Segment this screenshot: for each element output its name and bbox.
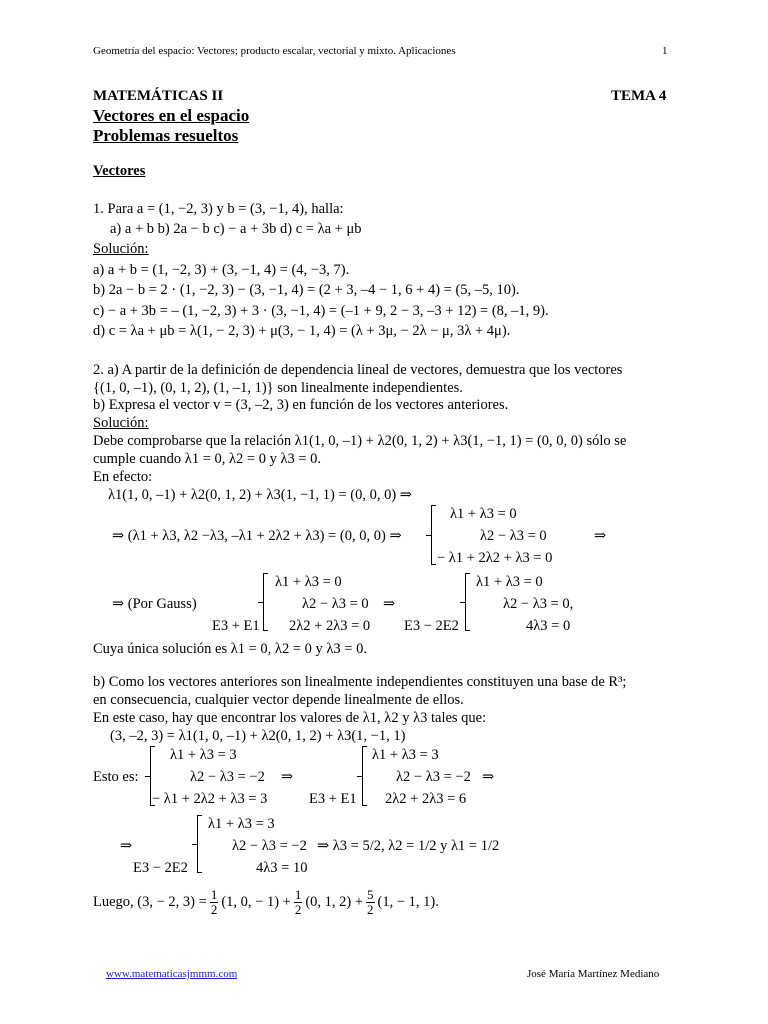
p2-line: En este caso, hay que encontrar los valores de λ1, λ2 y λ3 tales que:: [93, 710, 487, 726]
brace: [150, 746, 151, 806]
system-equation: λ1 + λ3 = 3: [170, 747, 237, 763]
final-result: ⇒ λ3 = 5/2, λ2 = 1/2 y λ1 = 1/2: [317, 838, 500, 854]
p2-line: Cuya única solución es λ1 = 0, λ2 = 0 y λ3 = 0.: [93, 641, 367, 657]
website-link[interactable]: www.matematicasjmmm.com: [106, 968, 238, 980]
implies-arrow: ⇒: [120, 838, 133, 854]
expression-term: (1, − 1, 1).: [377, 893, 439, 910]
p2-line: Debe comprobarse que la relación λ1(1, 0, –1) + λ2(0, 1, 2) + λ3(1, −1, 1) = (0, 0, 0) sólo se: [93, 433, 627, 449]
brace-mid: [192, 844, 197, 845]
system-equation: λ2 − λ3 = −2: [396, 769, 471, 785]
problem1-statement: 1. Para a = (1, −2, 3) y b = (3, −1, 4), halla:: [93, 201, 344, 217]
p1-sol-b: b) 2a − b = 2 · (1, −2, 3) − (3, −1, 4) = (2 + 3, –4 − 1, 6 + 4) = (5, –5, 10).: [93, 282, 520, 298]
system-equation: λ2 − λ3 = 0: [302, 596, 369, 612]
brace-mid: [426, 535, 431, 536]
fraction-denominator: 2: [294, 901, 302, 917]
system-equation: λ1 + λ3 = 3: [372, 747, 439, 763]
brace-mid: [357, 776, 362, 777]
operation-label: E3 − 2E2: [404, 618, 459, 634]
p2-line: ⇒ (λ1 + λ3, λ2 −λ3, –λ1 + 2λ2 + λ3) = (0, 0, 0) ⇒: [112, 528, 402, 544]
system-equation: − λ1 + 2λ2 + λ3 = 0: [437, 550, 553, 566]
implies-arrow: ⇒: [281, 769, 294, 785]
expression-term: (0, 1, 2) +: [305, 893, 364, 910]
problem2-statement-1: 2. a) A partir de la definición de dependencia lineal de vectores, demuestra que los vectores: [93, 362, 623, 378]
problem2-statement-2: {(1, 0, –1), (0, 1, 2), (1, –1, 1)} son linealmente independientes.: [93, 380, 463, 396]
p1-sol-a: a) a + b = (1, −2, 3) + (3, −1, 4) = (4, −3, 7).: [93, 262, 350, 278]
implies-arrow: ⇒: [383, 596, 396, 612]
expression-term: (1, 0, − 1) +: [221, 893, 291, 910]
implies-arrow: ⇒: [482, 769, 495, 785]
system-equation: λ1 + λ3 = 0: [476, 574, 543, 590]
operation-label: E3 + E1: [212, 618, 260, 634]
operation-label: E3 − 2E2: [133, 860, 188, 876]
brace: [465, 573, 466, 631]
operation-label: E3 + E1: [309, 791, 357, 807]
gauss-label: ⇒ (Por Gauss): [112, 596, 197, 612]
solution-label: Solución:: [93, 241, 149, 257]
fraction-numerator: 1: [210, 886, 218, 902]
fraction-denominator: 2: [367, 901, 374, 917]
brace: [263, 573, 264, 631]
page-subtitle: Problemas resueltos: [93, 126, 239, 145]
problem1-parts: a) a + b b) 2a − b c) − a + 3b d) c = λa + μb: [110, 221, 362, 237]
fraction-numerator: 1: [294, 886, 302, 902]
brace-mid: [460, 602, 465, 603]
system-equation: λ2 − λ3 = −2: [190, 769, 265, 785]
final-expression: [93, 884, 439, 920]
brace-mid: [145, 776, 150, 777]
p2-line: En efecto:: [93, 469, 153, 485]
system-equation: λ2 − λ3 = 0,: [503, 596, 574, 612]
esto-es-label: Esto es:: [93, 769, 139, 785]
page-title: Vectores en el espacio: [93, 106, 250, 125]
system-equation: 2λ2 + 2λ3 = 6: [385, 791, 467, 807]
system-equation: λ1 + λ3 = 3: [208, 816, 275, 832]
solution-label: Solución:: [93, 415, 149, 431]
page-number: 1: [662, 45, 668, 57]
fraction-denominator: 2: [210, 901, 218, 917]
fraction: [294, 888, 303, 917]
p2-line: λ1(1, 0, –1) + λ2(0, 1, 2) + λ3(1, −1, 1) = (0, 0, 0) ⇒: [108, 487, 412, 503]
system-equation: λ2 − λ3 = 0: [480, 528, 547, 544]
fraction-numerator: 5: [367, 886, 374, 902]
expression-lhs: Luego, (3, − 2, 3) =: [93, 893, 207, 910]
fraction: [366, 888, 375, 917]
brace-mid: [258, 602, 263, 603]
fraction: [210, 888, 219, 917]
system-equation: λ1 + λ3 = 0: [275, 574, 342, 590]
brace: [431, 505, 432, 565]
system-equation: λ2 − λ3 = −2: [232, 838, 307, 854]
brace: [362, 746, 363, 806]
running-header: Geometría del espacio: Vectores; producto escalar, vectorial y mixto. Aplicaciones: [93, 45, 456, 57]
implies-arrow: ⇒: [594, 528, 607, 544]
brace: [197, 815, 198, 873]
system-equation: 4λ3 = 0: [526, 618, 571, 634]
author-name: José María Martínez Mediano: [527, 968, 660, 980]
tema-label: TEMA 4: [611, 88, 667, 104]
system-equation: λ1 + λ3 = 0: [450, 506, 517, 522]
course-title: MATEMÁTICAS II: [93, 88, 224, 104]
system-equation: 2λ2 + 2λ3 = 0: [289, 618, 371, 634]
p1-sol-d: d) c = λa + μb = λ(1, − 2, 3) + μ(3, − 1, 4) = (λ + 3μ, − 2λ − μ, 3λ + 4μ).: [93, 323, 511, 339]
problem2-statement-b: b) Expresa el vector v = (3, –2, 3) en función de los vectores anteriores.: [93, 397, 509, 413]
system-equation: − λ1 + 2λ2 + λ3 = 3: [152, 791, 268, 807]
p2-line: (3, –2, 3) = λ1(1, 0, –1) + λ2(0, 1, 2) + λ3(1, −1, 1): [110, 728, 406, 744]
system-equation: 4λ3 = 10: [256, 860, 308, 876]
p2-line: en consecuencia, cualquier vector depende linealmente de ellos.: [93, 692, 464, 708]
section-title: Vectores: [93, 163, 146, 179]
p1-sol-c: c) − a + 3b = – (1, −2, 3) + 3 · (3, −1, 4) = (–1 + 9, 2 − 3, –3 + 12) = (8, –1, 9).: [93, 303, 549, 319]
p2-line: b) Como los vectores anteriores son linealmente independientes constituyen una base de R³;: [93, 674, 627, 690]
p2-line: cumple cuando λ1 = 0, λ2 = 0 y λ3 = 0.: [93, 451, 322, 467]
